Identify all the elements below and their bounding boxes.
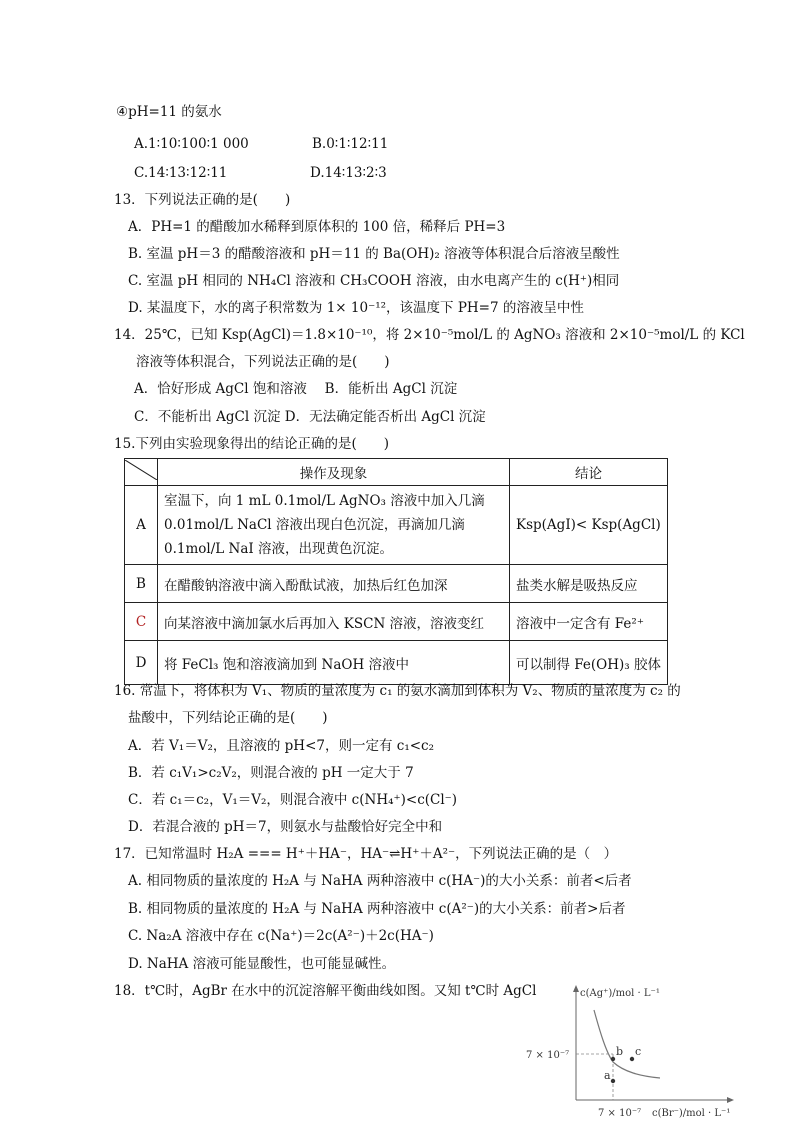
operation-line: 室温下，向 1 mL 0.1mol/L AgNO₃ 溶液中加入几滴 bbox=[164, 493, 485, 509]
solubility-curve-graph bbox=[520, 982, 746, 1123]
q14-option-cd: C．不能析出 AgCl 沉淀 D．无法确定能否析出 AgCl 沉淀 bbox=[134, 409, 486, 425]
table-row bbox=[125, 486, 668, 565]
row-label: B bbox=[125, 565, 158, 603]
point-c bbox=[630, 1057, 634, 1061]
point-a bbox=[611, 1079, 615, 1083]
diagonal-line bbox=[125, 460, 157, 480]
item-4: ④pH=11 的氨水 bbox=[116, 104, 222, 120]
q13-option-a: A．PH=1 的醋酸加水稀释到原体积的 100 倍，稀释后 PH=3 bbox=[128, 219, 506, 235]
point-b-label: b bbox=[616, 1045, 624, 1058]
y-tick-label: 7 × 10⁻⁷ bbox=[526, 1050, 570, 1061]
operation-line: 0.01mol/L NaCl 溶液出现白色沉淀，再滴加几滴 bbox=[164, 517, 465, 533]
q13-option-c: C. 室温 pH 相同的 NH₄Cl 溶液和 CH₃COOH 溶液，由水电离产生的 c(H⁺)相同 bbox=[128, 273, 620, 289]
point-c-label: c bbox=[635, 1045, 642, 1058]
table-row bbox=[125, 565, 668, 603]
point-a-label: a bbox=[604, 1069, 611, 1082]
q16-option-c: C．若 c₁＝c₂，V₁＝V₂，则混合液中 c(NH₄⁺)<c(Cl⁻) bbox=[128, 792, 458, 808]
x-tick-label: 7 × 10⁻⁷ bbox=[598, 1108, 642, 1119]
row-label: D bbox=[125, 641, 158, 685]
option-d: D.14∶13∶2∶3 bbox=[310, 165, 387, 181]
equilibrium-curve bbox=[594, 1010, 660, 1078]
row-conclusion: 溶液中一定含有 Fe²⁺ bbox=[510, 603, 668, 641]
q17-option-d: D. NaHA 溶液可能显酸性，也可能显碱性。 bbox=[128, 956, 396, 972]
row-label: A bbox=[125, 486, 158, 565]
x-axis-label: c(Br⁻)/mol · L⁻¹ bbox=[652, 1108, 731, 1119]
row-label: C bbox=[125, 603, 158, 641]
q14-stem-line1: 14．25℃，已知 Ksp(AgCl)＝1.8×10⁻¹⁰，将 2×10⁻⁵mol/L 的 AgNO₃ 溶液和 2×10⁻⁵mol/L 的 KCl bbox=[114, 327, 745, 343]
q13-option-b: B. 室温 pH＝3 的醋酸溶液和 pH＝11 的 Ba(OH)₂ 溶液等体积混合后溶液呈酸性 bbox=[128, 246, 620, 262]
header-conclusion: 结论 bbox=[510, 459, 668, 486]
y-axis-arrow-icon bbox=[573, 985, 579, 992]
table-header-row bbox=[125, 459, 668, 486]
q17-option-c: C. Na₂A 溶液中存在 c(Na⁺)＝2c(A²⁻)＋2c(HA⁻) bbox=[128, 928, 434, 944]
q16-stem-line2: 盐酸中，下列结论正确的是( ) bbox=[128, 710, 328, 726]
point-b bbox=[611, 1057, 615, 1061]
q16-option-d: D．若混合液的 pH＝7，则氨水与盐酸恰好完全中和 bbox=[128, 819, 443, 835]
q16-stem-line1: 16. 常温下，将体积为 V₁、物质的量浓度为 c₁ 的氨水滴加到体积为 V₂、物质的量浓度为 c₂ 的 bbox=[114, 683, 681, 699]
row-operation bbox=[158, 486, 510, 565]
option-a: A.1∶10∶100∶1 000 bbox=[134, 136, 249, 152]
q16-option-a: A．若 V₁＝V₂，且溶液的 pH<7，则一定有 c₁<c₂ bbox=[128, 738, 435, 754]
row-conclusion: 盐类水解是吸热反应 bbox=[510, 565, 668, 603]
row-operation: 在醋酸钠溶液中滴入酚酞试液，加热后红色加深 bbox=[158, 565, 510, 603]
q13-option-d: D. 某温度下，水的离子积常数为 1× 10⁻¹²，该温度下 PH=7 的溶液呈中性 bbox=[128, 300, 584, 316]
q17-option-a: A. 相同物质的量浓度的 H₂A 与 NaHA 两种溶液中 c(HA⁻)的大小关系：前者<后者 bbox=[128, 873, 632, 889]
q14-option-ab: A．恰好形成 AgCl 饱和溶液 B．能析出 AgCl 沉淀 bbox=[134, 381, 458, 397]
q16-option-b: B．若 c₁V₁>c₂V₂，则混合液的 pH 一定大于 7 bbox=[128, 765, 414, 781]
operation-line: 0.1mol/L NaI 溶液，出现黄色沉淀。 bbox=[164, 541, 394, 557]
experiment-table bbox=[124, 458, 668, 685]
q13-stem: 13．下列说法正确的是( ) bbox=[114, 192, 291, 208]
q15-stem: 15.下列由实验现象得出的结论正确的是( ) bbox=[114, 436, 390, 452]
table-row bbox=[125, 603, 668, 641]
q14-stem-line2: 溶液等体积混合，下列说法正确的是( ) bbox=[136, 354, 390, 370]
q18-stem: 18．t℃时，AgBr 在水中的沉淀溶解平衡曲线如图。又知 t℃时 AgCl bbox=[114, 983, 537, 999]
option-c: C.14∶13∶12∶11 bbox=[134, 165, 228, 181]
row-operation: 将 FeCl₃ 饱和溶液滴加到 NaOH 溶液中 bbox=[158, 641, 510, 685]
header-operation: 操作及现象 bbox=[158, 459, 510, 486]
row-conclusion: 可以制得 Fe(OH)₃ 胶体 bbox=[510, 641, 668, 685]
q17-option-b: B. 相同物质的量浓度的 H₂A 与 NaHA 两种溶液中 c(A²⁻)的大小关系：前者>后者 bbox=[128, 901, 626, 917]
y-axis-label: c(Ag⁺)/mol · L⁻¹ bbox=[580, 988, 660, 999]
option-b: B.0∶1∶12∶11 bbox=[312, 136, 389, 152]
table-row bbox=[125, 641, 668, 685]
x-axis-arrow-icon bbox=[727, 1097, 734, 1103]
diagonal-header-cell bbox=[125, 459, 158, 486]
q17-stem: 17．已知常温时 H₂A === H⁺＋HA⁻，HA⁻⇌H⁺＋A²⁻，下列说法正确的是（ ） bbox=[114, 846, 618, 862]
row-operation: 向某溶液中滴加氯水后再加入 KSCN 溶液，溶液变红 bbox=[158, 603, 510, 641]
row-conclusion: Ksp(AgI)< Ksp(AgCl) bbox=[510, 486, 668, 565]
